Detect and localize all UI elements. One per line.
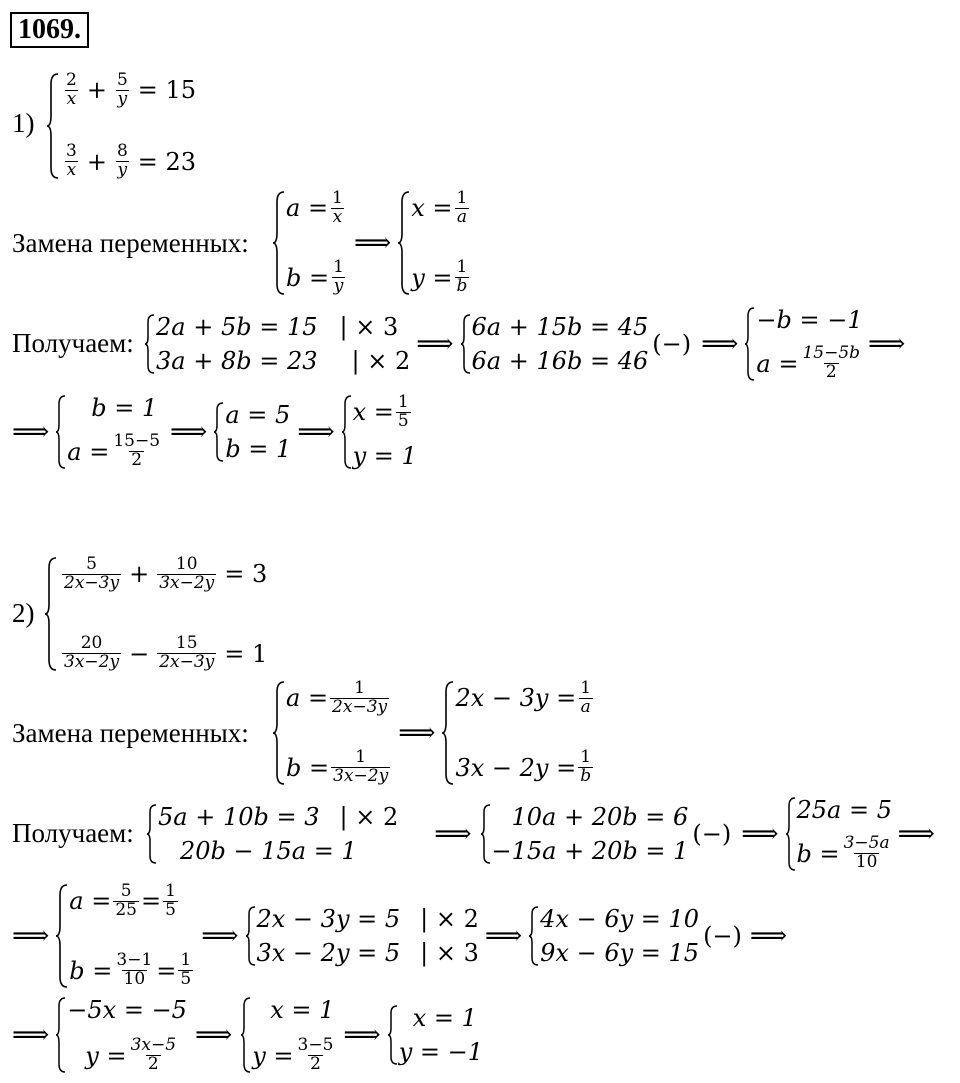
left-brace-icon [785, 796, 797, 872]
left-brace-icon [480, 803, 492, 865]
part1-obtain: 2a + 5b = 15 | × 3 3a + 8b = 23 | × 2 ⟹ 6a + 15b = 45 6a + 16b = 46 (−) ⟹ −b = −1 a = $\frac{15-5b}{2}$ ⟹ [144, 306, 905, 382]
left-brace-icon [144, 313, 156, 375]
implies-arrow: ⟹ [353, 228, 392, 258]
part1-substitution: a = $\frac{1}{x}$ b = $\frac{1}{y}$ ⟹ x = $\frac{1}{a}$ y = $\frac{1}{b}$ [272, 190, 471, 296]
left-brace-icon [55, 394, 67, 470]
implies-arrow: ⟹ [343, 1020, 381, 1050]
left-brace-icon [55, 996, 67, 1074]
part1-substitution-label: Замена переменных: [12, 228, 249, 258]
implies-arrow: ⟹ [12, 921, 50, 951]
left-brace-icon [46, 72, 60, 180]
part2-equation-1: $\frac{5}{2x-3y}$ + $\frac{10}{3x-2y}$ = 3 [64, 554, 268, 593]
part1-final: ⟹ b = 1 a = $\frac{15-5}{2}$ ⟹ a = 5 b = 1 ⟹ x = $\frac{1}{5}$ y = 1 [12, 392, 417, 471]
implies-arrow: ⟹ [749, 921, 788, 951]
implies-arrow: ⟹ [194, 1020, 233, 1050]
left-brace-icon [245, 905, 257, 967]
left-brace-icon [744, 306, 756, 382]
implies-arrow: ⟹ [12, 417, 50, 447]
part2-equation-2: $\frac{20}{3x-2y}$ − $\frac{15}{2x-3y}$ = 1 [64, 633, 268, 673]
implies-arrow: ⟹ [434, 819, 472, 849]
left-brace-icon [460, 313, 472, 375]
part1-system [46, 72, 196, 180]
implies-arrow: ⟹ [398, 718, 436, 748]
left-brace-icon [341, 394, 353, 470]
left-brace-icon [387, 1004, 399, 1066]
left-brace-icon [441, 680, 455, 786]
part2-final: ⟹ −5x = −5 y = $\frac{3x-5}{2}$ ⟹ x = 1 y = $\frac{3-5}{2}$ ⟹ x = 1 y = −1 [12, 996, 484, 1075]
part2-substitution-label: Замена переменных: [12, 718, 249, 748]
implies-arrow: ⟹ [897, 819, 935, 849]
left-brace-icon [146, 803, 158, 865]
left-brace-icon [272, 190, 286, 296]
implies-arrow: ⟹ [701, 329, 739, 359]
part2-system [44, 556, 267, 672]
part2-obtain-label: Получаем: [12, 818, 134, 848]
left-brace-icon [44, 556, 58, 672]
part1-obtain-label: Получаем: [12, 328, 134, 358]
part2-substitution: a = $\frac{1}{2x-3y}$ b = $\frac{1}{3x-2y}$ ⟹ 2x − 3y = $\frac{1}{a}$ 3x − 2y = $\frac{1}{b}$ [272, 680, 595, 786]
part2-label: 2) [12, 598, 35, 628]
left-brace-icon [55, 883, 69, 989]
implies-arrow: ⟹ [201, 921, 239, 951]
part1-label: 1) [12, 108, 35, 138]
part2-obtain: 5a + 10b = 3 | × 2 20b − 15a = 1 ⟹ 10a + 20b = 6 −15a + 20b = 1 (−) ⟹ 25a = 5 b = $\frac{3-5a}{10}$ ⟹ [146, 796, 935, 872]
part2-step4: ⟹ a = $\frac{5}{25}$ = $\frac{1}{5}$ b = $\frac{3-1}{10}$ = $\frac{1}{5}$ ⟹ 2x − 3y = 5 | × 2 3x − 2y = 5 | × 3 ⟹ 4x − 6y = 10 9x − 6y = 15 (−) ⟹ [12, 881, 788, 990]
implies-arrow: ⟹ [868, 329, 906, 359]
left-brace-icon [213, 401, 225, 463]
implies-arrow: ⟹ [741, 819, 779, 849]
implies-arrow: ⟹ [170, 417, 208, 447]
implies-arrow: ⟹ [484, 921, 523, 951]
problem-number: 1069. [10, 12, 89, 48]
left-brace-icon [240, 996, 252, 1074]
implies-arrow: ⟹ [297, 417, 335, 447]
part1-equation-2: $\frac{3}{x}$ + $\frac{8}{y}$ = 23 [66, 141, 197, 181]
part1-equation-1: $\frac{2}{x}$ + $\frac{5}{y}$ = 15 [66, 70, 197, 109]
left-brace-icon [397, 190, 411, 296]
implies-arrow: ⟹ [416, 329, 454, 359]
left-brace-icon [528, 905, 540, 967]
implies-arrow: ⟹ [12, 1020, 50, 1050]
left-brace-icon [272, 680, 286, 786]
